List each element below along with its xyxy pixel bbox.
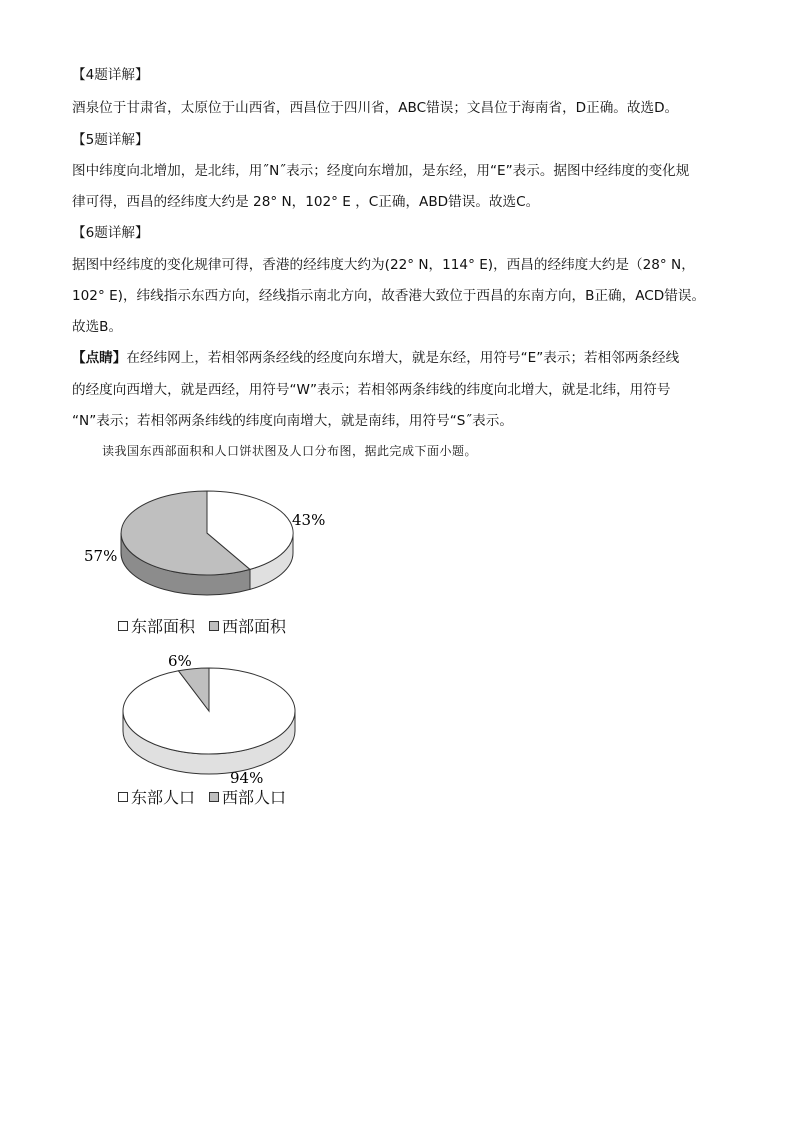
chart-intro: 读我国东西部面积和人口饼状图及人口分布图，据此完成下面小题。 — [102, 444, 478, 458]
q6-text-line-2: 102° E)，纬线指示东西方向，经线指示南北方向，故香港大致位于西昌的东南方向，B正确，ACD错误。 — [72, 288, 706, 304]
population-pie-svg — [80, 647, 340, 787]
data-label-west-pop: 6% — [168, 652, 192, 670]
legend-swatch-west — [209, 621, 219, 631]
q6-heading: 【6题详解】 — [72, 225, 149, 241]
legend-label-west-area: 西部面积 — [222, 617, 287, 636]
q6-text-line-1: 据图中经纬度的变化规律可得，香港的经纬度大约为(22° N，114° E)，西昌的经纬度大约是（28° N， — [72, 257, 695, 273]
area-pie-svg — [80, 480, 340, 605]
tip-text-line-3: “N”表示；若相邻两条纬线的纬度向南增大，就是南纬，用符号“S˝表示。 — [72, 413, 513, 429]
q5-text-line-2: 律可得，西昌的经纬度大约是 28° N，102° E ，C正确，ABD错误。故选C。 — [72, 194, 540, 210]
q5-text-line-1: 图中纬度向北增加，是北纬，用˝N˝表示；经度向东增加，是东经，用“E”表示。据图中经纬度的变化规 — [72, 163, 690, 179]
legend-label-east-area: 东部面积 — [131, 617, 196, 636]
q5-heading: 【5题详解】 — [72, 132, 149, 148]
q4-text: 酒泉位于甘肃省，太原位于山西省，西昌位于四川省，ABC错误；文昌位于海南省，D正确。故选D。 — [72, 100, 679, 116]
population-legend — [118, 785, 300, 808]
data-label-east-area: 43% — [292, 511, 326, 529]
q4-heading: 【4题详解】 — [72, 67, 149, 83]
legend-label-west-pop: 西部人口 — [222, 788, 287, 807]
legend-label-east-pop: 东部人口 — [131, 788, 196, 807]
data-label-east-pop: 94% — [230, 769, 264, 787]
legend-swatch-east-pop — [118, 792, 128, 802]
area-legend — [118, 614, 300, 637]
tip-paragraph-line-1 — [72, 349, 679, 367]
data-label-west-area: 57% — [84, 547, 118, 565]
q6-text-line-3: 故选B。 — [72, 319, 123, 335]
legend-swatch-east — [118, 621, 128, 631]
legend-swatch-west-pop — [209, 792, 219, 802]
tip-text-line-2: 的经度向西增大，就是西经，用符号“W”表示；若相邻两条纬线的纬度向北增大，就是北纬，用符号 — [72, 382, 671, 398]
area-pie-chart — [80, 480, 340, 650]
tip-heading: 【点睛】 — [72, 350, 127, 366]
population-pie-chart — [80, 647, 340, 807]
tip-text-1: 在经纬网上，若相邻两条经线的经度向东增大，就是东经，用符号“E”表示；若相邻两条经线 — [126, 350, 680, 366]
